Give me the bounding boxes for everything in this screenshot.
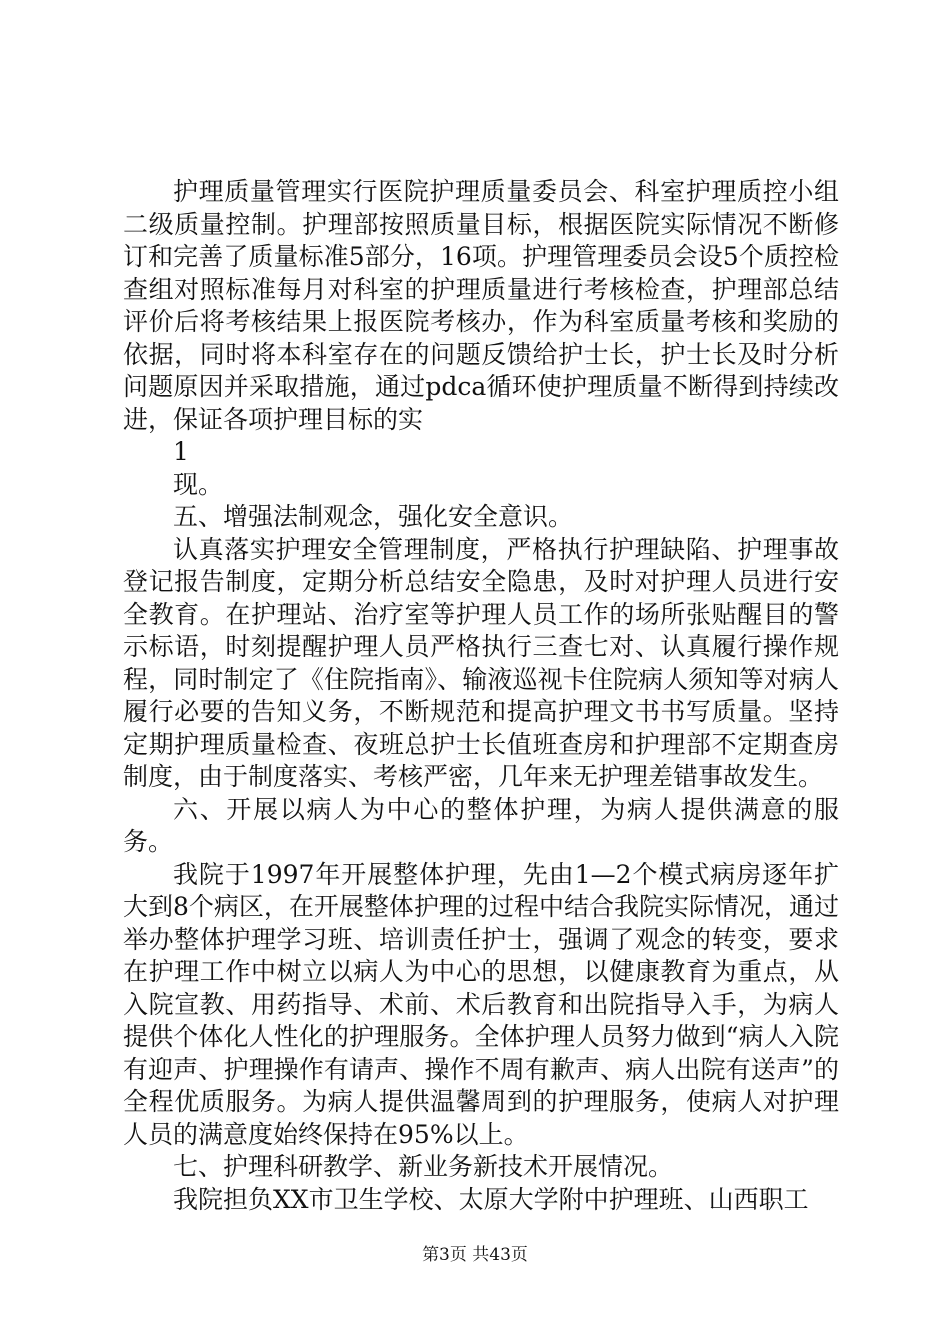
section-heading-six: 六、开展以病人为中心的整体护理，为病人提供满意的服务。 — [123, 794, 839, 856]
paragraph-holistic-nursing: 我院于1997年开展整体护理，先由1—2个模式病房逐年扩大到8个病区，在开展整体护理的过程中结合我院实际情况，通过举办整体护理学习班、培训责任护士，强调了观念的转变，要求在护理工作中树立以病人为中心的思想，以健康教育为重点，从入院宣教、用药指导、术前、术后教育和出院指导入手，为病人提供个体化人性化的护理服务。全体护理人员努力做到“病人入院有迎声、护理操作有请声、操作不周有歉声、病人出院有送声”的全程优质服务。为病人提供温馨周到的护理服务，使病人对护理人员的满意度始终保持在95%以上。 — [123, 859, 839, 1149]
page-footer: 第3页 共43页 — [422, 1245, 528, 1265]
document-body — [123, 176, 839, 1216]
section-heading-five: 五、增强法制观念，强化安全意识。 — [173, 502, 574, 531]
paragraph-continuation: 现。 — [173, 469, 224, 499]
paragraph-teaching: 我院担负XX市卫生学校、太原大学附中护理班、山西职工 — [173, 1184, 809, 1214]
paragraph-quality-control: 护理质量管理实行医院护理质量委员会、科室护理质控小组二级质量控制。护理部按照质量目标，根据医院实际情况不断修订和完善了质量标准5部分，16项。护理管理委员会设5个质控检查组对照标准每月对科室的护理质量进行考核检查，护理部总结评价后将考核结果上报医院考核办，作为科室质量考核和奖励的依据，同时将本科室存在的问题反馈给护士长，护士长及时分析问题原因并采取措施，通过pdca循环使护理质量不断得到持续改进，保证各项护理目标的实 — [123, 177, 839, 434]
inline-page-marker: 1 — [173, 437, 189, 466]
section-heading-seven: 七、护理科研教学、新业务新技术开展情况。 — [173, 1152, 674, 1181]
paragraph-safety-management: 认真落实护理安全管理制度，严格执行护理缺陷、护理事故登记报告制度，定期分析总结安全隐患，及时对护理人员进行安全教育。在护理站、治疗室等护理人员工作的场所张贴醒目的警示标语，时刻提醒护理人员严格执行三查七对、认真履行操作规程，同时制定了《住院指南》、输液巡视卡住院病人须知等对病人履行必要的告知义务，不断规范和提高护理文书书写质量。坚持定期护理质量检查、夜班总护士长值班查房和护理部不定期查房制度，由于制度落实、考核严密，几年来无护理差错事故发生。 — [123, 534, 839, 791]
